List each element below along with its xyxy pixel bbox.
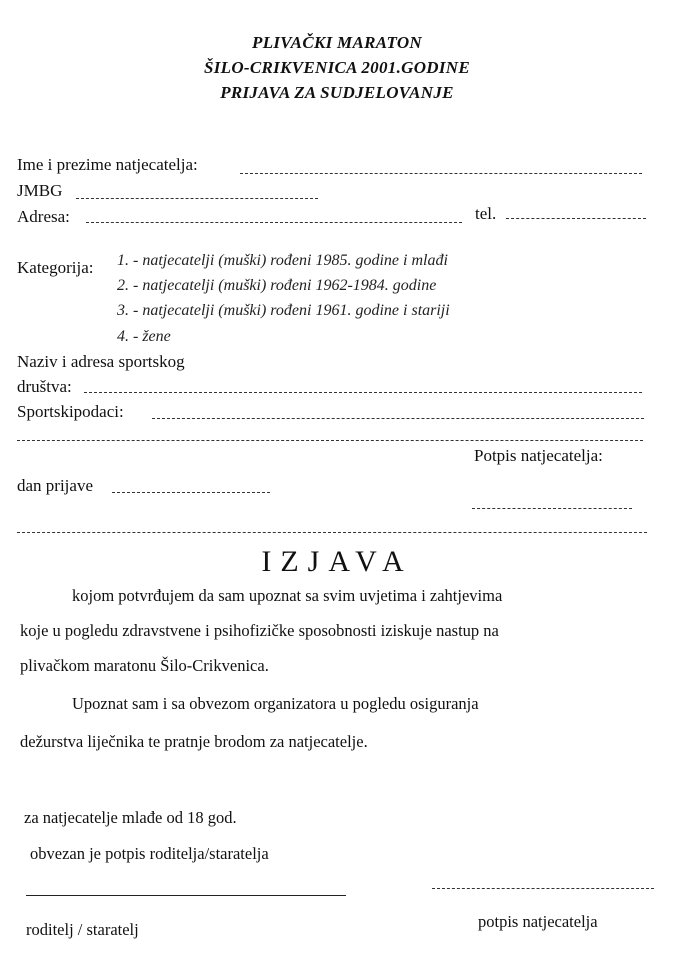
category-3: 3. - natjecatelji (muški) rođeni 1961. godine i stariji: [117, 302, 450, 319]
address-field[interactable]: [86, 222, 462, 223]
category-1: 1. - natjecatelji (muški) rođeni 1985. godine i mlađi: [117, 252, 448, 269]
minor-note-line1: za natjecatelje mlađe od 18 god.: [24, 808, 237, 827]
declaration-p1-line1: kojom potvrđujem da sam upoznat sa svim uvjetima i zahtjevima: [72, 586, 503, 605]
club-label-1: Naziv i adresa sportskog: [17, 352, 185, 371]
competitor-label: potpis natjecatelja: [478, 912, 598, 931]
minor-note-line2: obvezan je potpis roditelja/staratelja: [30, 844, 269, 863]
name-label: Ime i prezime natjecatelja:: [17, 155, 198, 174]
competitor-signature-field[interactable]: [432, 888, 654, 889]
jmbg-label: JMBG: [17, 181, 63, 200]
date-field[interactable]: [112, 492, 270, 493]
category-2: 2. - natjecatelji (muški) rođeni 1962-1984. godine: [117, 277, 437, 294]
jmbg-field[interactable]: [76, 198, 318, 199]
club-field[interactable]: [84, 392, 642, 393]
sport-field-2[interactable]: [17, 440, 643, 441]
name-field[interactable]: [240, 173, 642, 174]
club-label-2: društva:: [17, 377, 72, 396]
signature-field[interactable]: [472, 508, 632, 509]
header-title-1: PLIVAČKI MARATON: [252, 33, 422, 52]
declaration-p1-line3: plivačkom maratonu Šilo-Crikvenica.: [20, 656, 269, 675]
header-title-3: PRIJAVA ZA SUDJELOVANJE: [220, 83, 454, 102]
declaration-heading: IZJAVA: [261, 545, 413, 578]
category-label: Kategorija:: [17, 258, 94, 277]
category-4: 4. - žene: [117, 328, 171, 345]
separator-line: [17, 532, 647, 533]
sport-field[interactable]: [152, 418, 644, 419]
tel-field[interactable]: [506, 218, 646, 219]
header-title-2: ŠILO-CRIKVENICA 2001.GODINE: [204, 58, 470, 77]
sport-label: Sportskipodaci:: [17, 402, 124, 421]
tel-label: tel.: [475, 204, 497, 223]
address-label: Adresa:: [17, 207, 70, 226]
guardian-label: roditelj / staratelj: [26, 920, 139, 939]
date-label: dan prijave: [17, 476, 93, 495]
declaration-p1-line2: koje u pogledu zdravstvene i psihofizičke sposobnosti iziskuje nastup na: [20, 621, 499, 640]
guardian-signature-field[interactable]: [26, 895, 346, 896]
signature-label: Potpis natjecatelja:: [474, 446, 603, 465]
declaration-p2-line2: dežurstva liječnika te pratnje brodom za natjecatelje.: [20, 732, 368, 751]
declaration-p2-line1: Upoznat sam i sa obvezom organizatora u pogledu osiguranja: [72, 694, 479, 713]
